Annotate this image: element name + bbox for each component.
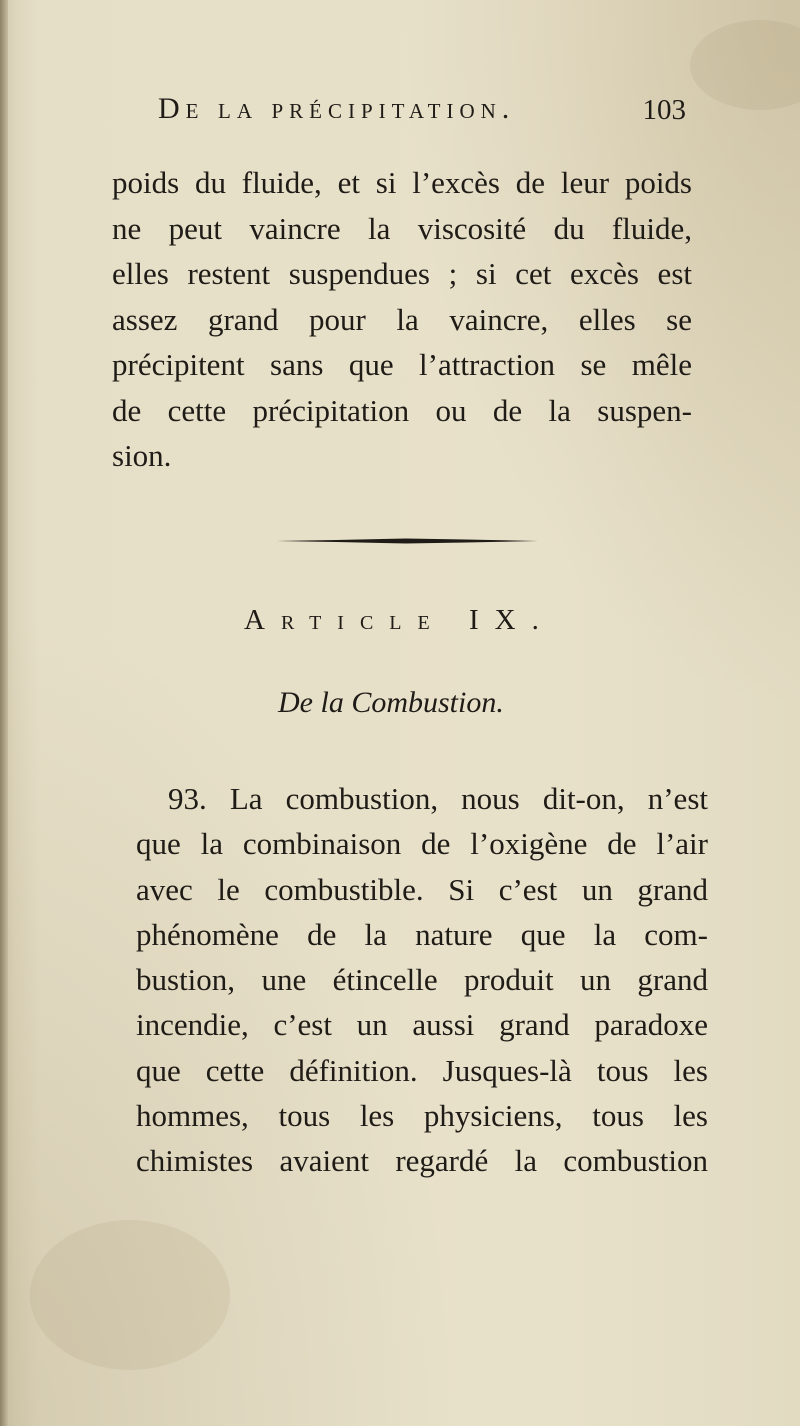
text-line: avec le combustible. Si c’est un grand <box>136 871 708 907</box>
text-line: assez grand pour la vaincre, elles se <box>112 301 692 337</box>
page-number: 103 <box>642 94 686 126</box>
text-line: sion. <box>112 438 172 473</box>
text-line: incendie, c’est un aussi grand paradoxe <box>136 1007 708 1043</box>
binding-edge <box>0 0 8 1426</box>
ornamental-rule <box>276 536 538 546</box>
running-head <box>158 92 686 142</box>
article-heading: Article IX. <box>244 604 555 636</box>
text-line: chimistes avaient regardé la combustion <box>136 1143 708 1179</box>
text-line: elles restent suspendues ; si cet excès est <box>112 256 692 291</box>
text-line: phénomène de la nature que la com- <box>136 916 708 952</box>
text-line: précipitent sans que l’attraction se mêle <box>112 347 692 382</box>
text-line: poids du fluide, et si l’excès de leur poids <box>112 165 692 200</box>
text-line: hommes, tous les physiciens, tous les <box>136 1098 708 1134</box>
text-line: de cette précipitation ou de la suspen- <box>112 392 692 428</box>
text-line: bustion, une étincelle produit un grand <box>136 962 708 998</box>
text-line: que la combinaison de l’oxigène de l’air <box>136 826 708 862</box>
paragraph-top <box>112 160 692 479</box>
text-line: 93. La combustion, nous dit-on, n’est <box>168 781 708 816</box>
running-title: De la précipitation. <box>158 92 516 125</box>
text-line: ne peut vaincre la viscosité du fluide, <box>112 210 692 246</box>
paper-stain <box>30 1220 230 1370</box>
section-title: De la Combustion. <box>278 686 504 719</box>
paragraph-main <box>136 776 708 1184</box>
text-line: que cette définition. Jusques-là tous les <box>136 1052 708 1088</box>
paper-stain <box>690 20 800 110</box>
